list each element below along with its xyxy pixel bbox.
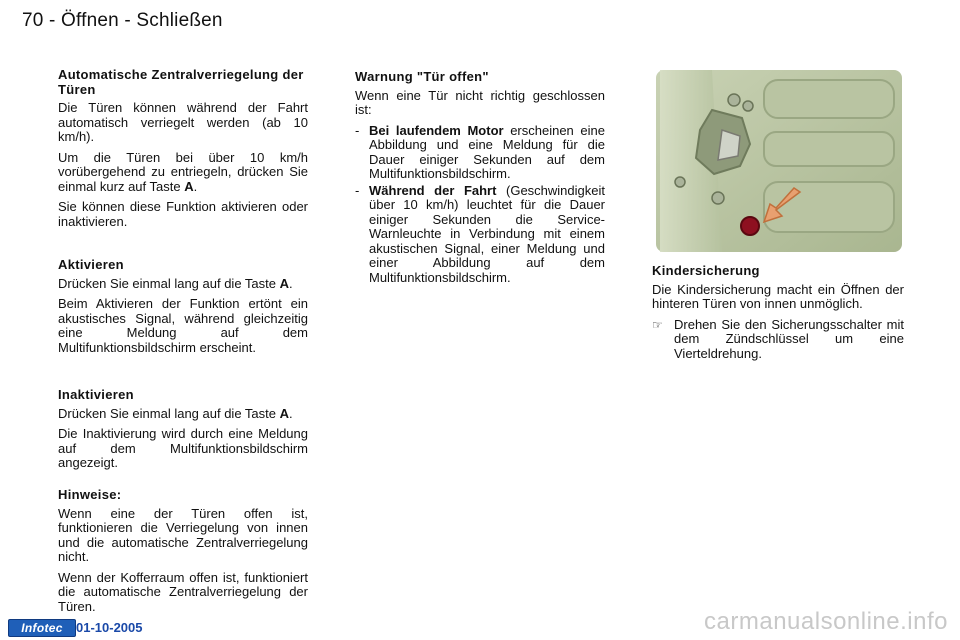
child-lock-heading: Kindersicherung	[652, 263, 760, 278]
footer-date: 01-10-2005	[76, 620, 143, 635]
section-deactivate	[58, 388, 308, 477]
door-open-warning-intro: Wenn eine Tür nicht richtig geschlossen ist:	[355, 87, 605, 117]
central-locking-p3: Sie können diese Funktion aktivieren oder inaktivieren.	[58, 199, 308, 229]
section-central-locking	[58, 68, 308, 235]
right-column	[652, 264, 904, 363]
infotec-logo: Infotec	[8, 619, 76, 637]
warning-bullet-while-driving: - Während der Fahrt (Geschwindigkeit über 10 km/h) leuchtet für die Dauer einiger Sekunden die Service-Warnleuchte in Verbindung mit einem akustischen Signal, einer Meldung und einer Abbildung auf dem Multifunktionsbildschirm.	[355, 182, 605, 285]
notes-p1: Wenn eine der Türen offen ist, funktionieren die Verriegelung von innen und die automatische Zentralverriegelung nicht.	[58, 505, 308, 564]
notes-p2: Wenn der Kofferraum offen ist, funktioniert die automatische Zentralverriegelung der Türen.	[58, 569, 308, 614]
central-locking-p1: Die Türen können während der Fahrt automatisch verriegelt werden (ab 10 km/h).	[58, 100, 308, 144]
activate-p2: Beim Aktivieren der Funktion ertönt ein akustisches Signal, während gleichzeitig eine Meldung auf dem Multifunktionsbildschirm erscheint.	[58, 296, 308, 355]
activate-heading: Aktivieren	[58, 257, 124, 272]
section-activate	[58, 258, 308, 361]
deactivate-p2: Die Inaktivierung wird durch eine Meldung auf dem Multifunktionsbildschirm angezeigt.	[58, 426, 308, 470]
deactivate-p1: Drücken Sie einmal lang auf die Taste A.	[58, 405, 293, 421]
child-lock-p1: Die Kindersicherung macht ein Öffnen der hinteren Türen von innen unmöglich.	[652, 281, 904, 311]
page-title: 70 - Öffnen - Schließen	[22, 10, 223, 31]
door-open-warning-heading: Warnung "Tür offen"	[355, 69, 489, 84]
section-notes	[58, 488, 308, 620]
watermark: carmanualsonline.info	[704, 608, 948, 635]
activate-p1: Drücken Sie einmal lang auf die Taste A.	[58, 275, 293, 291]
central-locking-heading: Automatische Zentralverriegelung der Türen	[58, 67, 304, 97]
warning-bullet-engine-running: - Bei laufendem Motor erscheinen eine Abbildung und eine Meldung für die Dauer einiger Sekunden auf dem Multifunktionsbildschirm.	[355, 122, 605, 181]
pointing-hand-icon: ☞	[652, 317, 663, 332]
notes-heading: Hinweise:	[58, 487, 122, 502]
deactivate-heading: Inaktivieren	[58, 387, 134, 402]
child-lock-switch-icon	[741, 217, 759, 235]
child-lock-photo	[652, 70, 902, 252]
middle-column	[355, 70, 605, 287]
door-edge-illustration	[652, 70, 902, 252]
central-locking-p2: Um die Türen bei über 10 km/h vorübergehend zu entriegeln, drücken Sie einmal kurz auf Taste A.	[58, 149, 308, 194]
child-lock-step: ☞ Drehen Sie den Sicherungsschalter mit dem Zündschlüssel um eine Vierteldrehung.	[652, 316, 904, 361]
